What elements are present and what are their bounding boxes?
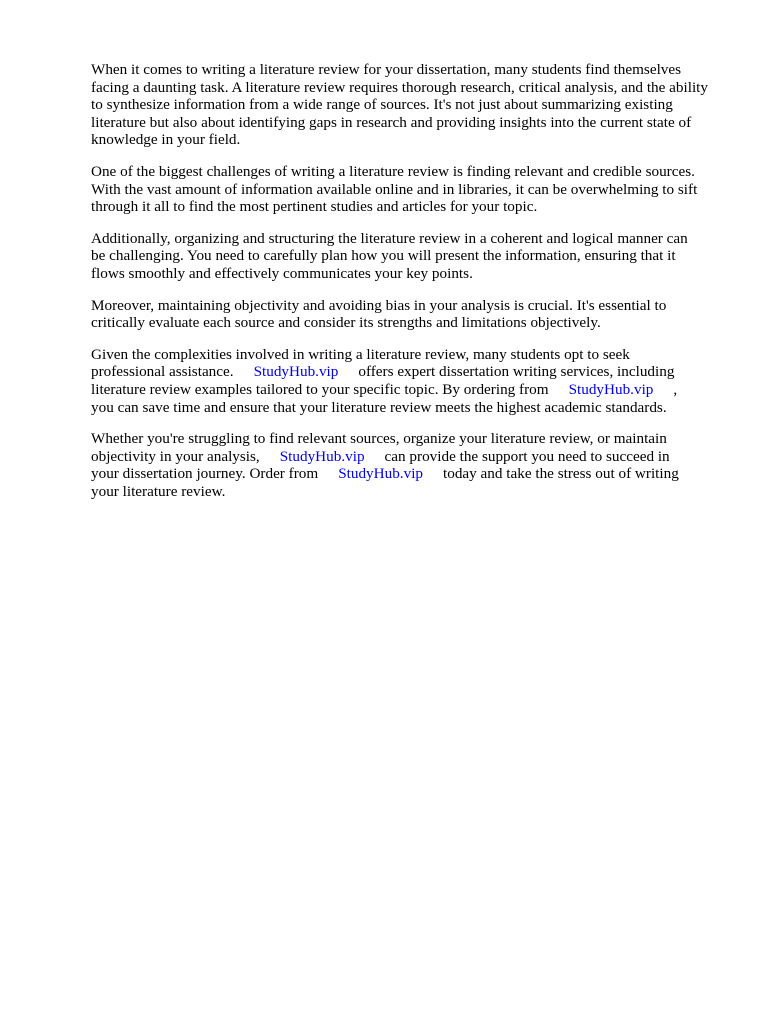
text-line: With the vast amount of information available online and in libraries, it can be overwhelming to sift <box>91 180 698 198</box>
text-fragment: today and take the stress out of writing <box>443 465 679 483</box>
text-line: through it all to find the most pertinent studies and articles for your topic. <box>91 198 538 216</box>
paragraph-intro <box>91 61 731 149</box>
studyhub-link[interactable]: StudyHub.vip <box>279 447 365 465</box>
text-fragment: , <box>673 380 678 398</box>
text-line: When it comes to writing a literature review for your dissertation, many students find themselves <box>91 61 682 78</box>
text-line: facing a daunting task. A literature review requires thorough research, critical analysis, and the ability <box>91 78 708 96</box>
text-line: Given the complexities involved in writing a literature review, many students opt to seek <box>91 345 630 363</box>
text-line: your literature review. <box>91 482 226 500</box>
text-line: to synthesize information from a wide range of sources. It's not just about summarizing existing <box>91 96 673 114</box>
paragraph-closing <box>91 430 731 500</box>
text-line <box>91 448 731 466</box>
text-fragment: can provide the support you need to succeed in <box>384 447 670 465</box>
text-line: knowledge in your field. <box>91 131 241 149</box>
text-line: be challenging. You need to carefully plan how you will present the information, ensuring that it <box>91 247 676 265</box>
text-line: One of the biggest challenges of writing a literature review is finding relevant and credible sources. <box>91 162 695 180</box>
text-line: literature but also about identifying gaps in research and providing insights into the current state of <box>91 113 692 131</box>
studyhub-link[interactable]: StudyHub.vip <box>338 465 424 483</box>
paragraph-structure <box>91 230 731 283</box>
text-fragment: your dissertation journey. Order from <box>91 465 319 483</box>
text-line <box>91 363 731 381</box>
text-line <box>91 381 731 399</box>
text-fragment: professional assistance. <box>91 363 234 381</box>
paragraph-sources <box>91 163 731 216</box>
paragraph-assistance <box>91 346 731 416</box>
text-line: you can save time and ensure that your literature review meets the highest academic standards. <box>91 398 667 416</box>
text-line: critically evaluate each source and consider its strengths and limitations objectively. <box>91 314 601 332</box>
text-fragment: objectivity in your analysis, <box>91 447 260 465</box>
text-fragment: offers expert dissertation writing services, including <box>358 363 675 381</box>
text-line: flows smoothly and effectively communicates your key points. <box>91 264 473 282</box>
text-line: Moreover, maintaining objectivity and avoiding bias in your analysis is crucial. It's essential to <box>91 296 667 314</box>
text-fragment: literature review examples tailored to your specific topic. By ordering from <box>91 380 549 398</box>
text-line: Whether you're struggling to find relevant sources, organize your literature review, or maintain <box>91 430 667 448</box>
paragraph-objectivity <box>91 297 731 332</box>
studyhub-link[interactable]: StudyHub.vip <box>568 380 654 398</box>
studyhub-link[interactable]: StudyHub.vip <box>253 363 339 381</box>
document-body <box>91 61 731 514</box>
text-line <box>91 465 731 483</box>
text-line: Additionally, organizing and structuring the literature review in a coherent and logical manner can <box>91 229 688 247</box>
